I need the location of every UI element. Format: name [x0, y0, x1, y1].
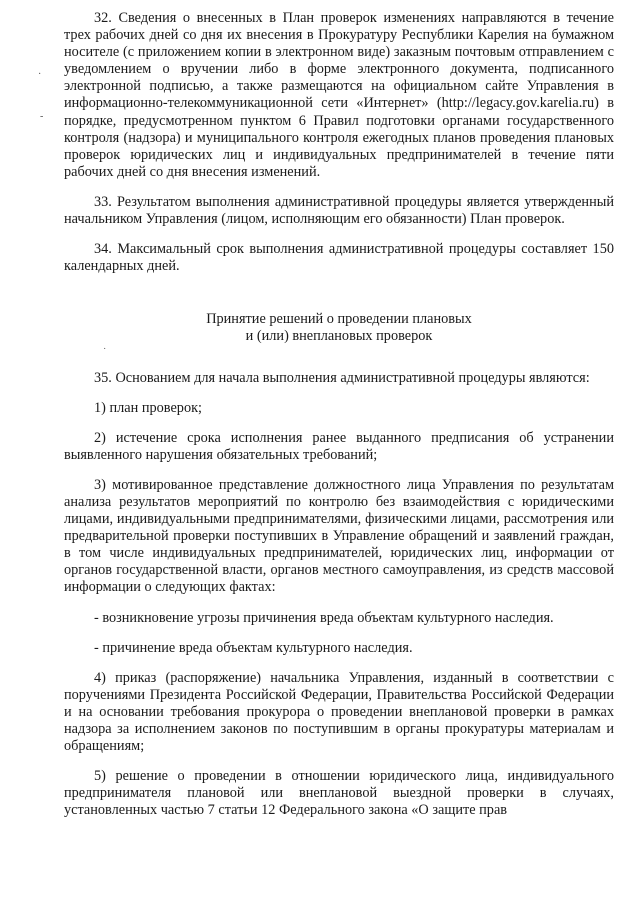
scan-speck: ˙ [103, 347, 107, 358]
section-heading [64, 311, 614, 345]
scan-speck: - [40, 111, 44, 122]
paragraph-35-item-3-dash-1: - возникновение угрозы причинения вреда объектам культурного наследия. [94, 609, 554, 626]
paragraph-33: 33. Результатом выполнения административной процедуры является утвержденный начальником Управления (лицом, исполняющим его обязанности) План проверок. [64, 193, 614, 228]
paragraph-35-item-2: 2) истечение срока исполнения ранее выданного предписания об устранении выявленного нарушения обязательных требований; [64, 429, 614, 463]
paragraph-35: 35. Основанием для начала выполнения административной процедуры являются: [94, 369, 590, 386]
paragraph-35-item-5: 5) решение о проведении в отношении юридического лица, индивидуального предпринимателя плановой или внеплановой выездной проверки в случаях, установленных частью 7 статьи 12 Федерального закона «О защите прав [64, 768, 614, 819]
paragraph-35-item-3: 3) мотивированное представление должностного лица Управления по результатам анализа результатов мероприятий по контролю без взаимодействия с юридическими лицами, индивидуальными предпринимателями, физическими лицами, рассмотрения или предварительной проверки поступивших в Управление обращений и заявлений граждан, в том числе индивидуальных предпринимателей, юридических лиц, информации от органов государственной власти, органов местного самоуправления, из средств массовой информации о следующих фактах: [64, 476, 614, 596]
scan-speck: · [38, 69, 42, 80]
paragraph-32: 32. Сведения о внесенных в План проверок изменениях направляются в течение трех рабочих дней со дня их внесения в Прокуратуру Республики Карелия на бумажном носителе (с приложением копии в электронном виде) заказным почтовым отправлением с уведомлением о вручении либо в форме электронного документа, подписанного электронной подписью, а также размещаются на официальном сайте Управления в информационно-телекоммуникационной сети «Интернет» (http://legacy.gov.karelia.ru) в порядке, предусмотренном пунктом 6 Правил подготовки органами государственного контроля (надзора) и муниципального контроля ежегодных планов проведения плановых проверок юридических лиц и индивидуальных предпринимателей в течение пяти рабочих дней со дня внесения изменений. [64, 10, 614, 180]
paragraph-35-item-4: 4) приказ (распоряжение) начальника Управления, изданный в соответствии с поручениями Президента Российской Федерации, Правительства Российской Федерации и на основании требования прокурора о проведении внеплановой проверки в рамках надзора за исполнением законов по поступившим в органы прокуратуры материалам и обращениям; [64, 669, 614, 755]
section-heading-line-2: и (или) внеплановых проверок [245, 328, 433, 345]
paragraph-34: 34. Максимальный срок выполнения административной процедуры составляет 150 календарных дней. [64, 241, 614, 275]
document-page [64, 10, 614, 905]
paragraph-35-item-3-dash-2: - причинение вреда объектам культурного наследия. [94, 639, 413, 656]
section-heading-line-1: Принятие решений о проведении плановых [206, 311, 472, 328]
paragraph-35-item-1: 1) план проверок; [94, 399, 203, 416]
